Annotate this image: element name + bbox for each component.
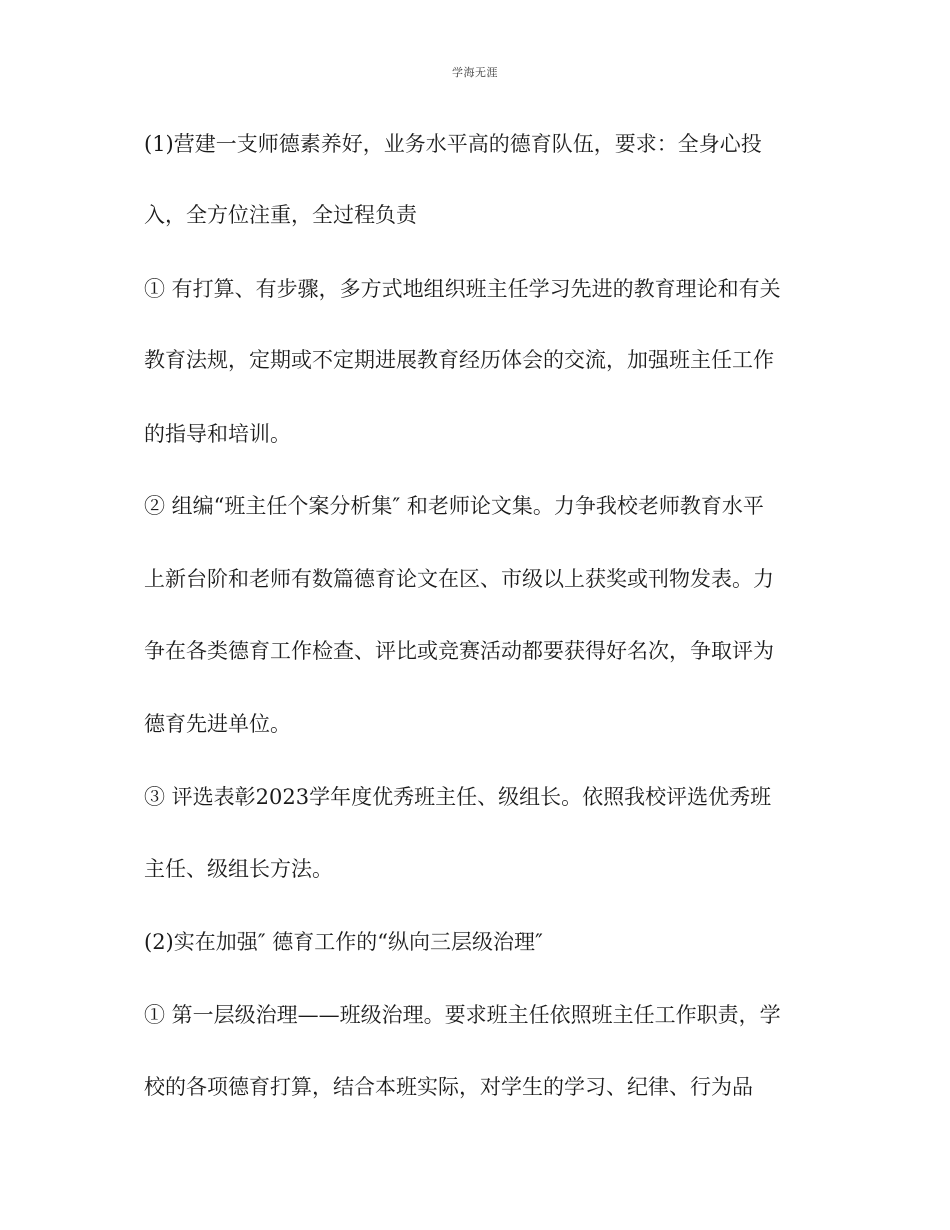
page-header: 学海无涯 [452, 66, 498, 79]
body-line-9: 德育先进单位。 [144, 712, 291, 736]
body-line-10: ③ 评选表彰2023学年度优秀班主任、级组长。依照我校评选优秀班 [144, 785, 772, 809]
body-line-8: 争在各类德育工作检查、评比或竞赛活动都要获得好名次，争取评为 [144, 639, 774, 663]
body-line-4: 教育法规，定期或不定期进展教育经历体会的交流，加强班主任工作 [144, 348, 774, 372]
body-line-12: (2)实在加强″ 德育工作的“纵向三层级治理″ [144, 930, 543, 954]
body-line-14: 校的各项德育打算，结合本班实际，对学生的学习、纪律、行为品 [144, 1075, 753, 1099]
body-line-1: (1)营建一支师德素养好，业务水平高的德育队伍，要求：全身心投 [144, 132, 762, 156]
body-line-5: 的指导和培训。 [144, 422, 291, 446]
body-line-6: ② 组编“班主任个案分析集″ 和老师论文集。力争我校老师教育水平 [144, 494, 764, 518]
body-line-7: 上新台阶和老师有数篇德育论文在区、市级以上获奖或刊物发表。力 [144, 567, 774, 591]
body-line-13: ① 第一层级治理——班级治理。要求班主任依照班主任工作职责，学 [144, 1003, 781, 1027]
body-line-3: ① 有打算、有步骤，多方式地组织班主任学习先进的教育理论和有关 [144, 277, 781, 301]
body-line-11: 主任、级组长方法。 [144, 857, 333, 881]
body-line-2: 入，全方位注重，全过程负责 [144, 203, 417, 227]
